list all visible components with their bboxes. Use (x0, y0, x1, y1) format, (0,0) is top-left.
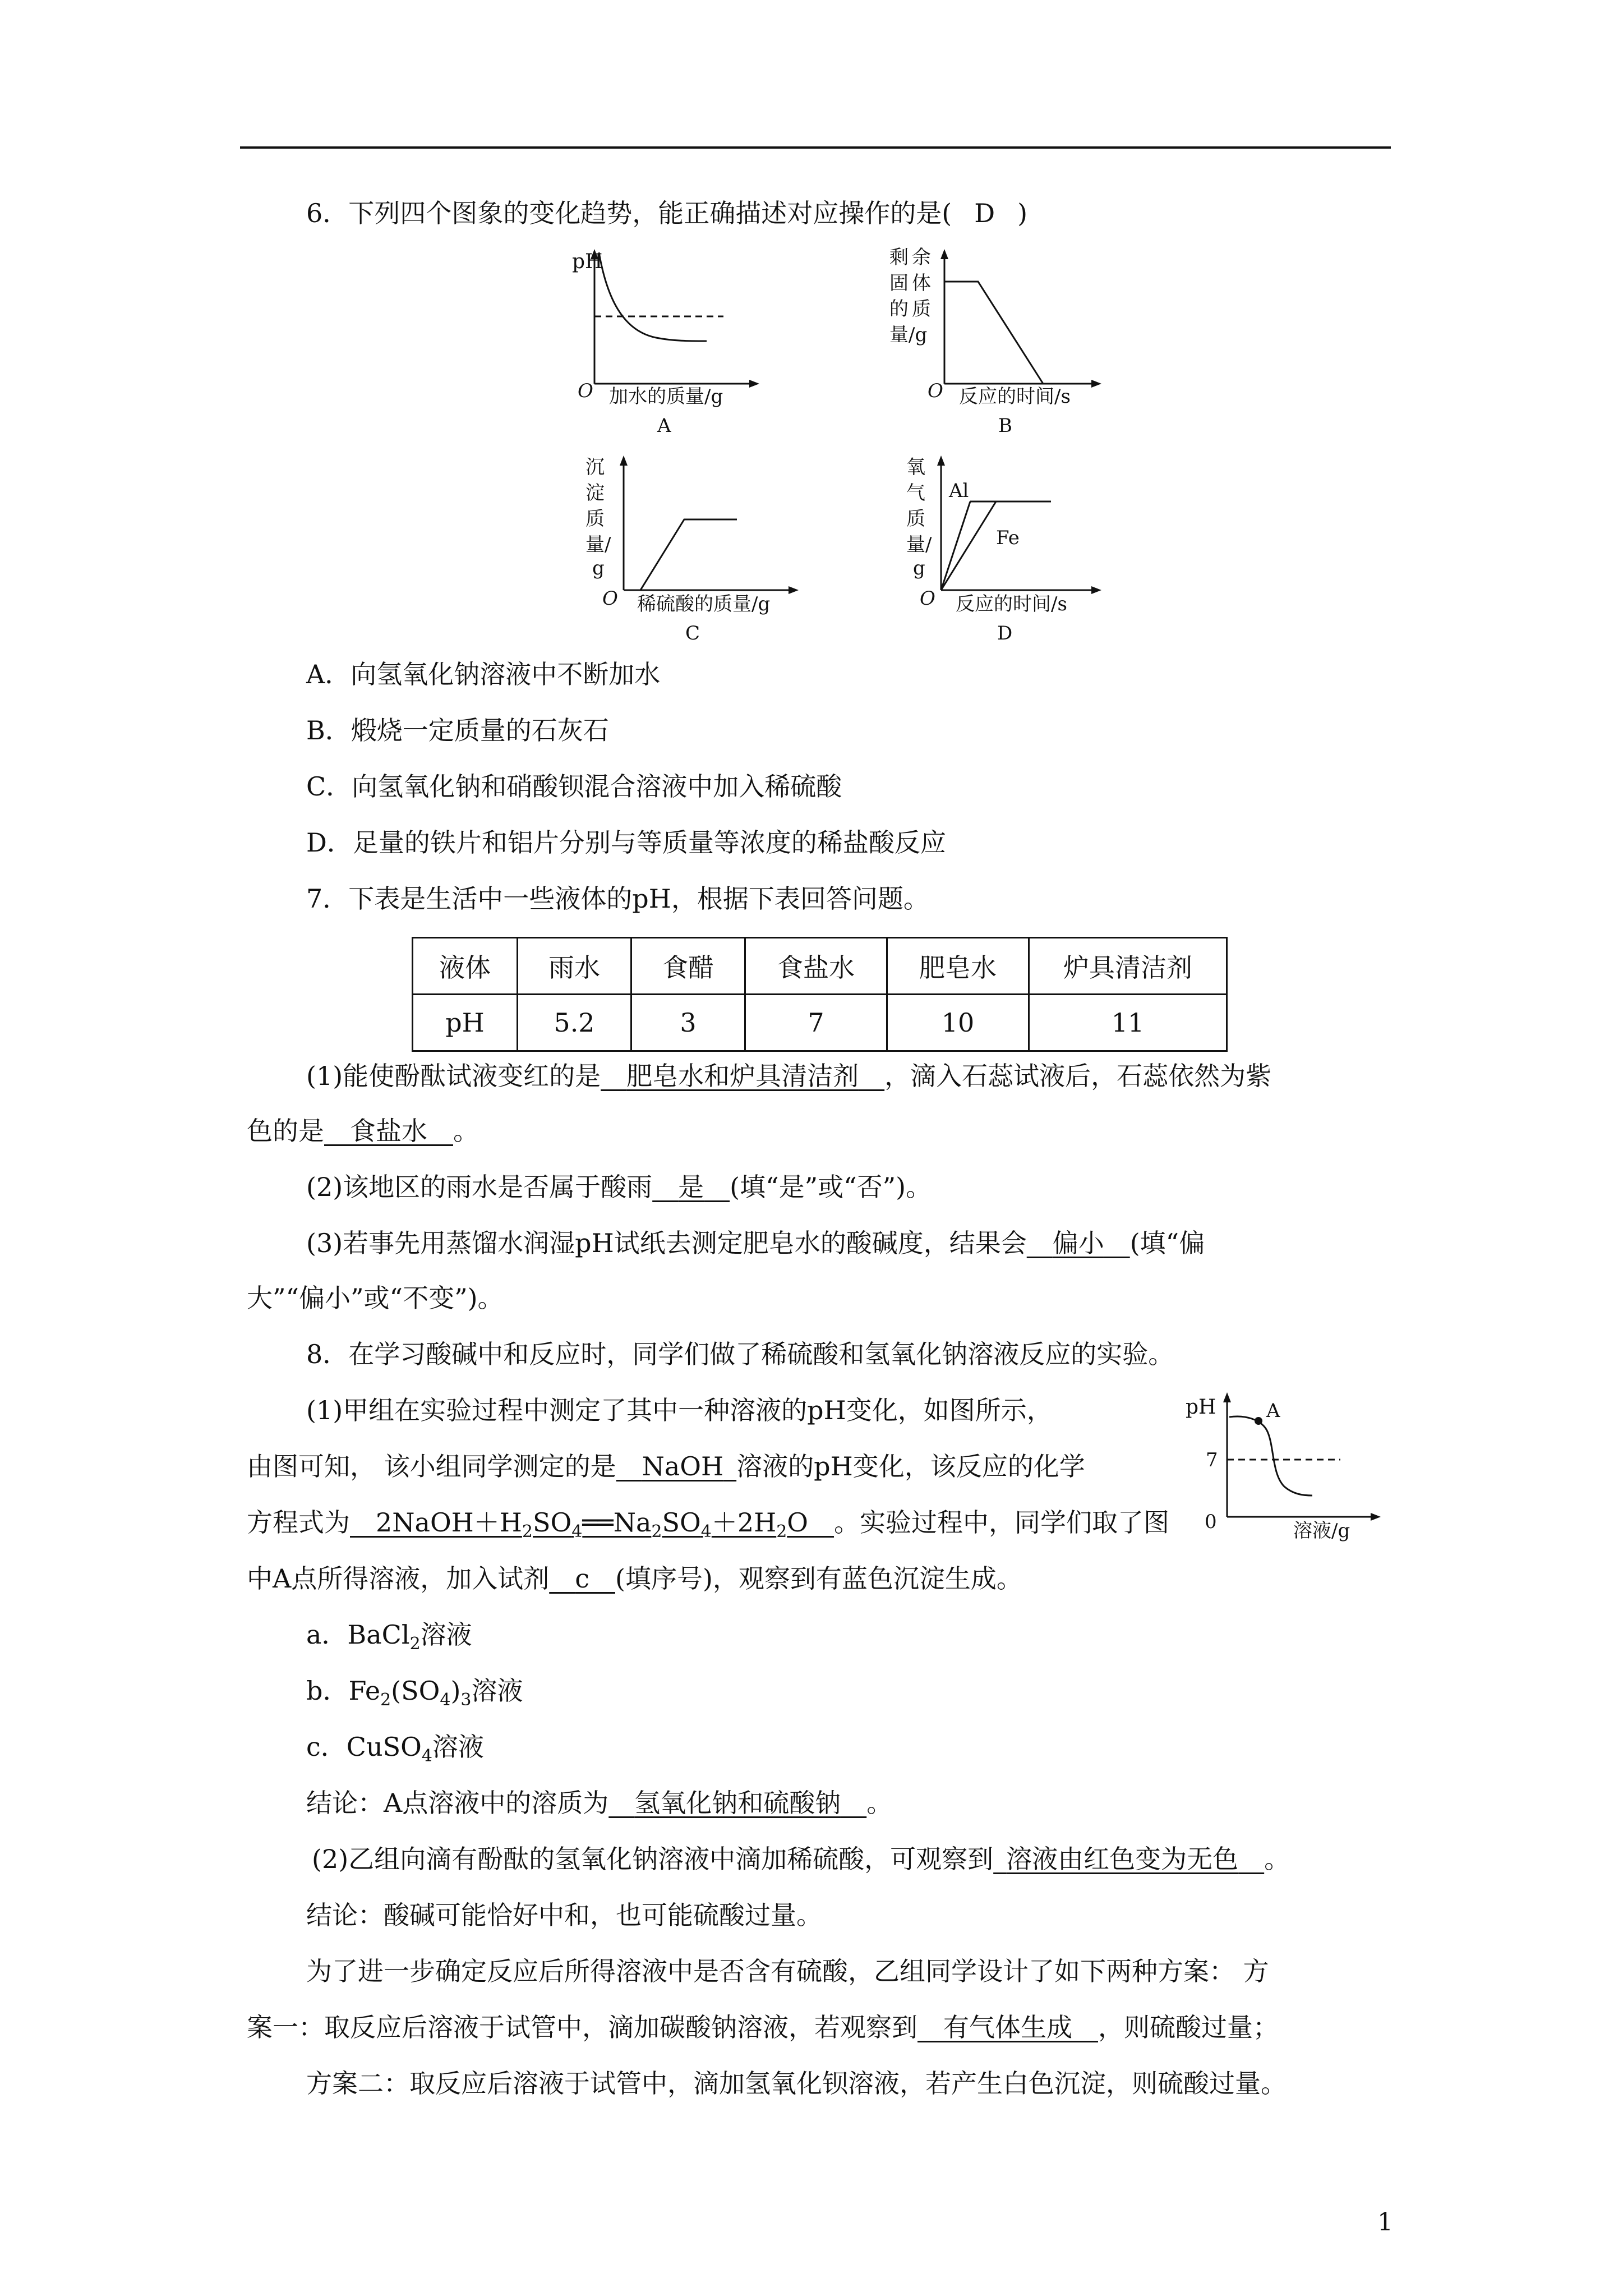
q6-option-a: A．向氢氧化钠溶液中不断加水 (306, 659, 661, 689)
q6-answer: D (974, 198, 995, 228)
q7-part1-text3: 色的是 (247, 1116, 324, 1146)
graph-c-origin: O (602, 587, 618, 610)
q7-part2-text: (2)该地区的雨水是否属于酸雨 (306, 1172, 653, 1202)
q8-part1-line1: (1)甲组在实验过程中测定了其中一种溶液的pH变化，如图所示， (306, 1395, 1053, 1425)
q7-part2-answer: 是 (678, 1172, 704, 1202)
q7-part1-line1 (306, 1059, 1271, 1093)
q8-graph-xlabel: 溶液/g (1293, 1520, 1350, 1542)
q6-option-c: C．向氢氧化钠和硝酸钡混合溶液中加入稀硫酸 (306, 771, 842, 802)
q8-part1-answer1: NaOH (642, 1451, 724, 1481)
graph-a-xlabel: 加水的质量/g (609, 385, 723, 408)
ph-table-cell: pH (413, 995, 518, 1051)
ph-table-cell: 5.2 (518, 995, 631, 1051)
q7-part2 (306, 1170, 932, 1204)
q8-graph-origin: 0 (1205, 1511, 1217, 1533)
graph-b-label: B (998, 415, 1012, 437)
graph-b-ylabel-6: 质 (912, 298, 931, 320)
ph-table-header-cell: 液体 (413, 938, 518, 995)
ph-table-cell: 7 (745, 995, 887, 1051)
q8-graph-point-a: A (1266, 1400, 1280, 1422)
graph-c-ylabel-4: 量/ (585, 533, 611, 556)
q8-part1-line2 (247, 1450, 1085, 1483)
q7-part1-answer2: 食盐水 (350, 1116, 427, 1146)
q8-conclusion2: 结论：酸碱可能恰好中和，也可能硫酸过量。 (306, 1900, 822, 1930)
ph-table-header-cell: 雨水 (518, 938, 631, 995)
q8-plan-line2: 案一：取反应后溶液于试管中，滴加碳酸钠溶液，若观察到 有气体生成 ，则硫酸过量； (247, 2012, 1279, 2042)
q7-part1-line2 (247, 1114, 479, 1148)
graph-b-xlabel: 反应的时间/s (959, 385, 1071, 408)
graph-d-fe-label: Fe (996, 527, 1020, 549)
q7-part1-text4: 。 (453, 1116, 479, 1146)
graph-d-xlabel: 反应的时间/s (956, 593, 1067, 615)
graph-d-ylabel-1: 氧 (906, 456, 925, 478)
q7-part3-answer: 偏小 (1052, 1228, 1104, 1258)
ph-table-header-cell: 食醋 (631, 938, 745, 995)
q7-part1-text: (1)能使酚酞试液变红的是 (306, 1061, 601, 1091)
graph-c-xlabel: 稀硫酸的质量/g (637, 593, 771, 615)
q8-part1-line4 (247, 1562, 1022, 1595)
q7-part1-answer1: 肥皂水和炉具清洁剂 (626, 1061, 859, 1091)
q6-stem (306, 196, 1027, 230)
q8-plan-line3: 方案二：取反应后溶液于试管中，滴加氢氧化钡溶液，若产生白色沉淀，则硫酸过量。 (306, 2068, 1287, 2099)
q8-plan-line1: 为了进一步确定反应后所得溶液中是否含有硫酸，乙组同学设计了如下两种方案： 方 (306, 1956, 1269, 1986)
graph-b-ylabel-7: 量/g (889, 324, 928, 346)
graph-b-ylabel-1: 剩 (889, 247, 909, 269)
q8-conclusion1: 结论：A点溶液中的溶质为 氢氧化钠和硫酸钠 。 (306, 1788, 893, 1818)
q8-part2-answer: 溶液由红色变为无色 (1006, 1844, 1239, 1874)
graph-b-origin: O (928, 380, 943, 402)
q8-part1-text: 由图可知， 该小组同学测定的是 (247, 1451, 616, 1481)
ph-table (412, 937, 1228, 1052)
graph-d-ylabel-2: 气 (906, 482, 925, 504)
q6-option-b: B．煅烧一定质量的石灰石 (306, 715, 609, 746)
ph-table-cell: 3 (631, 995, 745, 1051)
q8-stem: 8．在学习酸碱中和反应时，同学们做了稀硫酸和氢氧化钠溶液反应的实验。 (306, 1339, 1174, 1369)
q7-part1-text2: ，滴入石蕊试液后，石蕊依然为紫 (884, 1061, 1272, 1091)
q7-part3-text: (3)若事先用蒸馏水润湿pH试纸去测定肥皂水的酸碱度，结果会 (306, 1228, 1027, 1258)
graph-b (886, 247, 1122, 449)
graph-c-ylabel-3: 质 (585, 508, 605, 530)
graph-c-ylabel-1: 沉 (585, 456, 605, 478)
graph-c-ylabel-2: 淀 (585, 482, 605, 504)
ph-table-header-cell: 肥皂水 (887, 938, 1029, 995)
graph-a (572, 247, 785, 449)
q8-part1-answer2: c (575, 1563, 589, 1594)
graph-c (572, 453, 819, 650)
graph-b-ylabel-4: 体 (912, 272, 931, 295)
q6-option-d: D．足量的铁片和铝片分别与等质量等浓度的稀盐酸反应 (306, 827, 946, 858)
graph-d-al-label: Al (949, 480, 969, 502)
graph-d-ylabel-5: g (913, 557, 925, 579)
q8-graph-seven: 7 (1206, 1449, 1218, 1471)
graph-d-ylabel-3: 质 (906, 508, 925, 530)
q8-option-b: b．$Fe_2(SO_4)_3$溶液 (306, 1676, 523, 1710)
q7-stem: 7．下表是生活中一些液体的pH，根据下表回答问题。 (306, 884, 929, 914)
graph-d (886, 453, 1122, 650)
q7-part3-text2: (填“偏 (1129, 1228, 1205, 1258)
q8-part1-text5: 中A点所得溶液，加入试剂 (247, 1563, 550, 1594)
graph-b-ylabel-5: 的 (889, 298, 909, 320)
q8-equation: $2NaOH+H_2SO_4══Na_2SO_4+2H_2O$ (376, 1507, 809, 1542)
q7-part3-line2: 大”“偏小”或“不变”)。 (247, 1283, 504, 1313)
graph-a-label: A (657, 415, 671, 437)
q8-graph-ylabel: pH (1186, 1396, 1216, 1419)
graph-c-ylabel-5: g (592, 557, 605, 579)
ph-table-cell: 11 (1029, 995, 1227, 1051)
q7-part2-text2: (填“是”或“否”)。 (730, 1172, 932, 1202)
q8-part2: (2)乙组向滴有酚酞的氢氧化钠溶液中滴加稀硫酸，可观察到 溶液由红色变为无色 。 (312, 1844, 1290, 1874)
q8-part1-text6: (填序号)，观察到有蓝色沉淀生成。 (615, 1563, 1022, 1594)
ph-table-value-row (413, 995, 1227, 1051)
graph-c-label: C (685, 622, 700, 645)
graph-d-ylabel-4: 量/ (906, 533, 932, 556)
graph-a-origin: O (578, 380, 593, 402)
ph-table-header-cell: 炉具清洁剂 (1029, 938, 1227, 995)
q8-conclusion1-answer: 氢氧化钠和硫酸钠 (634, 1788, 841, 1818)
graph-a-ylabel: pH (572, 250, 603, 273)
page-number: 1 (1377, 2208, 1393, 2237)
ph-table-cell: 10 (887, 995, 1029, 1051)
q8-option-c: c．CuSO$_4$溶液 (306, 1732, 484, 1766)
q6-stem-text: 6．下列四个图象的变化趋势，能正确描述对应操作的是( (306, 198, 952, 228)
q8-plan-answer: 有气体生成 (943, 2012, 1072, 2042)
graph-b-ylabel-2: 余 (912, 247, 931, 269)
q7-part3-line1 (306, 1226, 1205, 1260)
header-rule (240, 146, 1391, 149)
q8-part1-text4: 。实验过程中，同学们取了图 (834, 1507, 1170, 1538)
ph-table-header-cell: 食盐水 (745, 938, 887, 995)
q8-ph-graph (1178, 1390, 1402, 1547)
graph-d-origin: O (920, 587, 935, 610)
q8-part1-text3: 方程式为 (247, 1507, 350, 1538)
graph-b-ylabel-3: 固 (889, 272, 909, 295)
q8-part1-line3 (247, 1506, 1170, 1542)
q8-part1-text2: 溶液的pH变化，该反应的化学 (736, 1451, 1085, 1481)
q6-stem-close: ) (1017, 198, 1028, 228)
graph-d-label: D (997, 622, 1013, 645)
q8-option-a: a．BaCl$_2$溶液 (306, 1619, 472, 1654)
ph-table-header-row (413, 938, 1227, 995)
